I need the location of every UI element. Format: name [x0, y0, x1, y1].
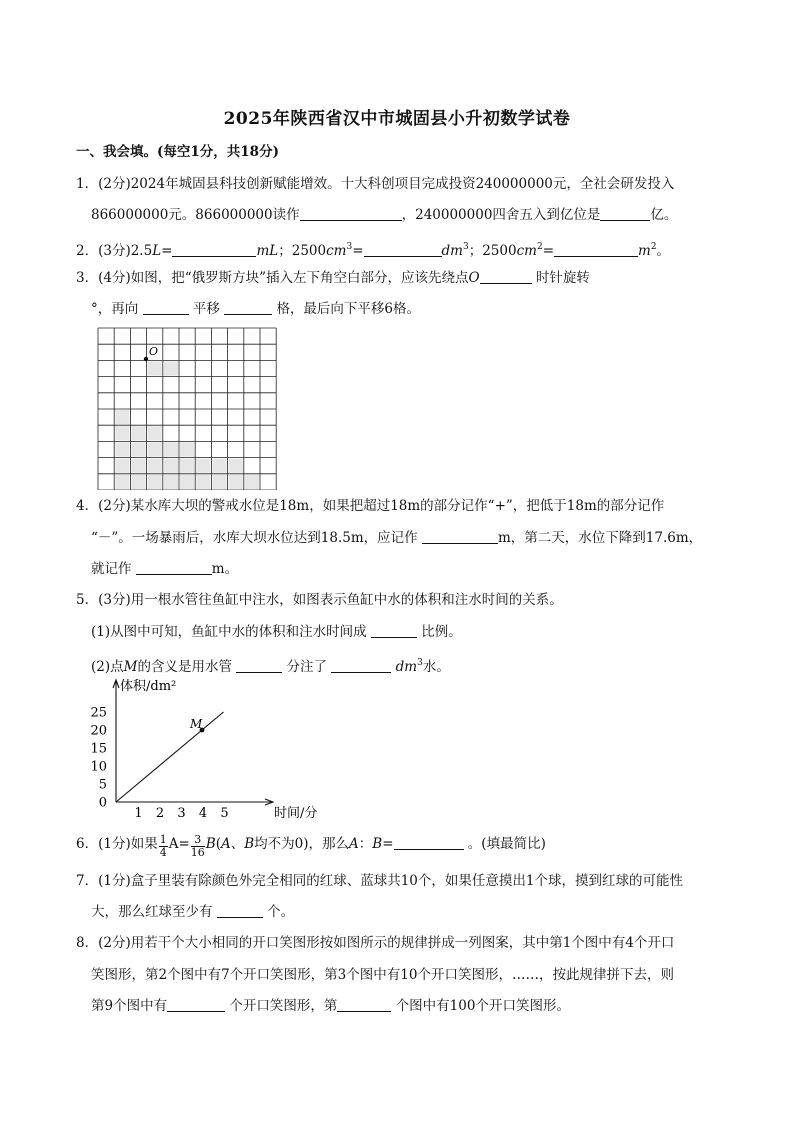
x-tick-label: 3: [177, 806, 186, 821]
question-4-line-1: 4．(2分)某水库大坝的警戒水位是18m，如果把超过18m的部分记作“+”，把低于18m的部分记作: [76, 498, 665, 514]
answer-blank[interactable]: [217, 904, 263, 918]
y-tick-label: 10: [90, 759, 107, 775]
y-tick-label: 25: [90, 705, 107, 721]
grid-shaded-cell: [164, 475, 178, 489]
grid-shaded-cell: [164, 442, 178, 456]
point-m-label: M: [190, 717, 203, 731]
question-7-line-1: 7．(1分)盒子里装有除颜色外完全相同的红球、蓝球共10个，如果任意摸出1个球，摸到红球的可能性: [76, 873, 683, 889]
grid-shaded-cell: [131, 426, 145, 440]
question-4-line-3: 就记作 m。: [91, 561, 239, 577]
question-5-line-1: 5．(3分)用一根水管往鱼缸中注水，如图表示鱼缸中水的体积和注水时间的关系。: [76, 592, 563, 608]
grid-shaded-cell: [115, 442, 129, 456]
section-heading: 一、我会填。(每空1分，共18分): [76, 144, 279, 160]
grid-shaded-cell: [131, 475, 145, 489]
point-o-label: O: [149, 345, 159, 358]
answer-blank[interactable]: [371, 624, 417, 638]
answer-blank[interactable]: [422, 530, 498, 544]
answer-blank[interactable]: [394, 836, 464, 850]
grid-shaded-cell: [148, 442, 162, 456]
question-3-line-1: 3．(4分)如图，把“俄罗斯方块”插入左下角空白部分，应该先绕点O 时针旋转: [76, 270, 590, 286]
question-6: 6．(1分)如果 $\frac{1}{4}$ A= $\frac{3}{16}$ B(A、B均不为0)，那么A：B= 。(填最简比): [76, 833, 546, 859]
grid-shaded-cell: [180, 475, 194, 489]
y-axis-label: 体积/dm²: [120, 679, 177, 694]
question-1-line-2: 866000000元。866000000读作 ，240000000四舍五入到亿位是 亿。: [91, 207, 678, 223]
answer-blank[interactable]: [236, 659, 282, 673]
question-7-line-2: 大，那么红球至少有 个。: [91, 904, 295, 920]
answer-blank[interactable]: [143, 301, 189, 315]
grid-shaded-cell: [148, 361, 162, 375]
grid-shaded-cell: [131, 459, 145, 473]
question-4-line-2: “－”。一场暴雨后，水库大坝水位达到18.5m，应记作 m，第二天，水位下降到17.6m，: [91, 530, 703, 546]
question-3-line-2: °，再向 平移 格，最后向下平移6格。: [91, 301, 421, 317]
grid-shaded-cell: [212, 459, 226, 473]
grid-shaded-cell: [229, 475, 243, 489]
tetris-grid-figure: [96, 326, 278, 490]
answer-blank[interactable]: [224, 301, 272, 315]
grid-shaded-cell: [180, 459, 194, 473]
answer-blank[interactable]: [337, 998, 391, 1012]
y-tick-label: 20: [90, 723, 107, 739]
grid-shaded-cell: [245, 475, 259, 489]
x-tick-label: 4: [198, 806, 208, 821]
grid-shaded-cell: [115, 426, 129, 440]
question-5-sub-2: (2)点M的含义是用水管 分注了 $dm^3$水。: [91, 658, 450, 675]
answer-blank[interactable]: [167, 998, 225, 1012]
point-o: [144, 357, 148, 361]
grid-shaded-cell: [229, 459, 243, 473]
series-line: [116, 712, 224, 802]
volume-time-chart: [88, 674, 318, 824]
question-8-line-2: 笑图形，第2个图中有7个开口笑图形，第3个图中有10个开口笑图形，……，按此规律拼下去，则: [91, 967, 674, 983]
question-8-line-1: 8．(2分)用若干个大小相同的开口笑图形按如图所示的规律拼成一列图案，其中第1个图中有4个开口: [76, 935, 675, 951]
fraction-three-sixteenths: $\frac{3}{16}$: [190, 833, 205, 859]
grid-shaded-cell: [148, 475, 162, 489]
answer-blank[interactable]: [331, 659, 391, 673]
grid-shaded-cell: [115, 410, 129, 424]
page-title: 2025年陕西省汉中市城固县小升初数学试卷: [223, 109, 571, 129]
answer-blank[interactable]: [600, 207, 650, 221]
grid-shaded-cell: [131, 442, 145, 456]
grid-shaded-cell: [196, 475, 210, 489]
answer-blank[interactable]: [172, 243, 256, 257]
y-tick-label: 5: [98, 777, 107, 793]
x-tick-label: 5: [220, 806, 229, 821]
grid-shaded-cell: [115, 459, 129, 473]
grid-shaded-cell: [148, 426, 162, 440]
grid-shaded-cell: [212, 475, 226, 489]
grid-shaded-cell: [180, 442, 194, 456]
x-axis-label: 时间/分: [274, 806, 318, 821]
x-tick-label: 2: [155, 806, 165, 821]
answer-blank[interactable]: [480, 270, 532, 284]
grid-shaded-cell: [148, 459, 162, 473]
grid-shaded-cell: [196, 459, 210, 473]
y-tick-label: 15: [90, 741, 107, 757]
answer-blank[interactable]: [300, 207, 402, 221]
x-tick-label: 1: [134, 806, 143, 821]
question-8-line-3: 第9个图中有 个开口笑图形，第 个图中有100个开口笑图形。: [91, 998, 570, 1014]
answer-blank[interactable]: [136, 561, 212, 575]
answer-blank[interactable]: [554, 243, 638, 257]
question-5-sub-1: (1)从图中可知，鱼缸中水的体积和注水时间成 比例。: [91, 624, 462, 640]
grid-shaded-cell: [164, 361, 178, 375]
grid-shaded-cell: [164, 459, 178, 473]
answer-blank[interactable]: [364, 243, 442, 257]
grid-shaded-cell: [115, 475, 129, 489]
question-2: 2．(3分)2.5L= mL；$2500cm^3= dm^3$；$2500cm^2= m^2$。: [76, 242, 671, 259]
y-tick-label: 0: [98, 795, 107, 811]
fraction-one-quarter: $\frac{1}{4}$: [159, 833, 167, 859]
question-1-line-1: 1．(2分)2024年城固县科技创新赋能增效。十大科创项目完成投资240000000元，全社会研发投入: [76, 176, 675, 192]
